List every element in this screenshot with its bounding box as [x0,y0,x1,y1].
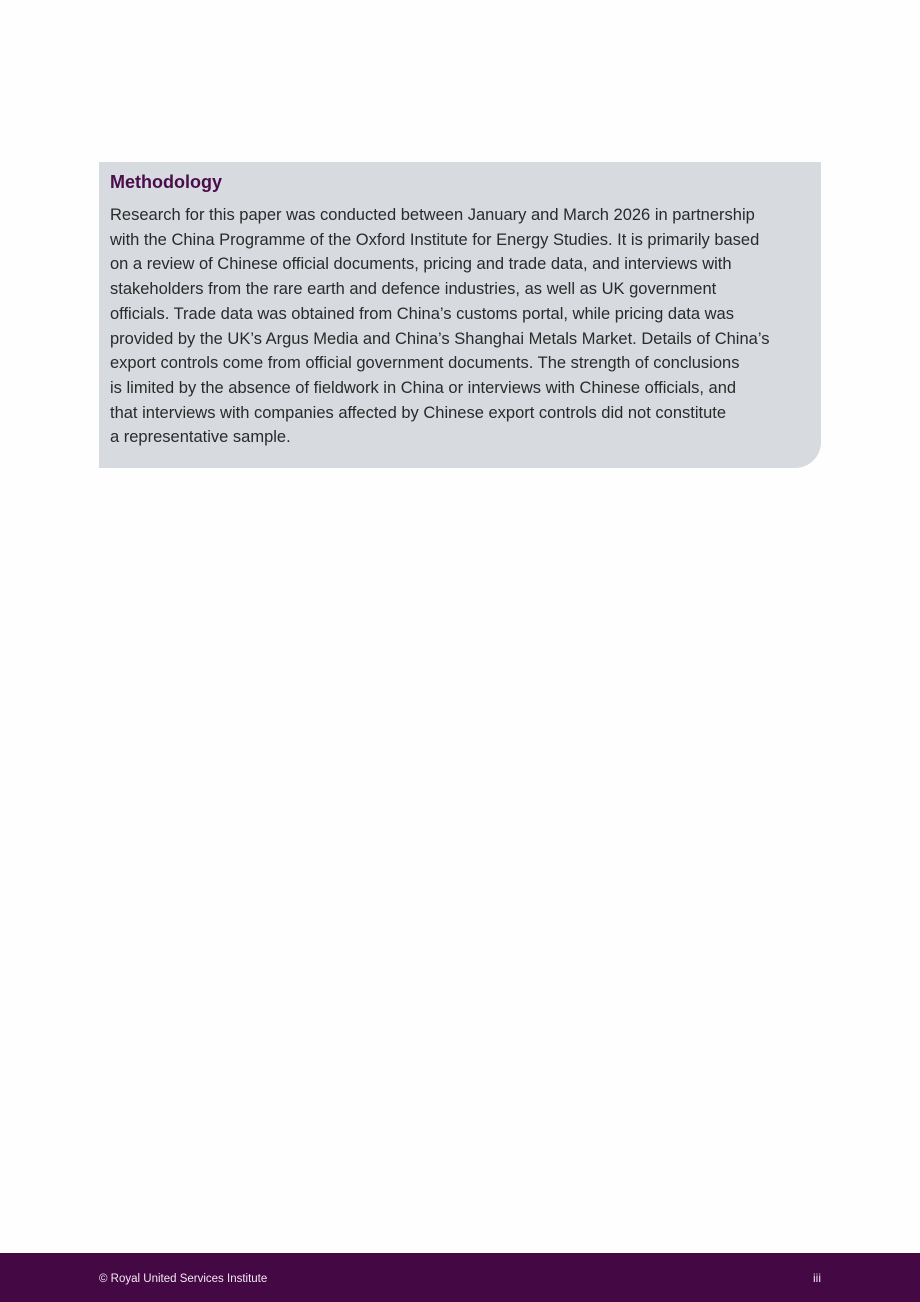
page-footer [0,1253,920,1302]
page-number: iii [813,1271,821,1285]
footer-copyright: © Royal United Services Institute [99,1273,268,1285]
methodology-body: Research for this paper was conducted between January and March 2026 in partnership with the China Programme of the Oxford Institute for Energy Studies. It is primarily based on a review of Chinese official documents, pricing and trade data, and interviews with stakeholders from the rare earth and defence industries, as well as UK government officials. Trade data was obtained from China’s customs portal, while pricing data was provided by the UK’s Argus Media and China’s Shanghai Metals Market. Details of China’s export controls come from official government documents. The strength of conclusions is limited by the absence of fieldwork in China or interviews with Chinese officials, and that interviews with companies affected by Chinese export controls did not constitute a representative sample. [110,206,770,447]
methodology-box [99,162,821,468]
methodology-title: Methodology [110,172,222,192]
